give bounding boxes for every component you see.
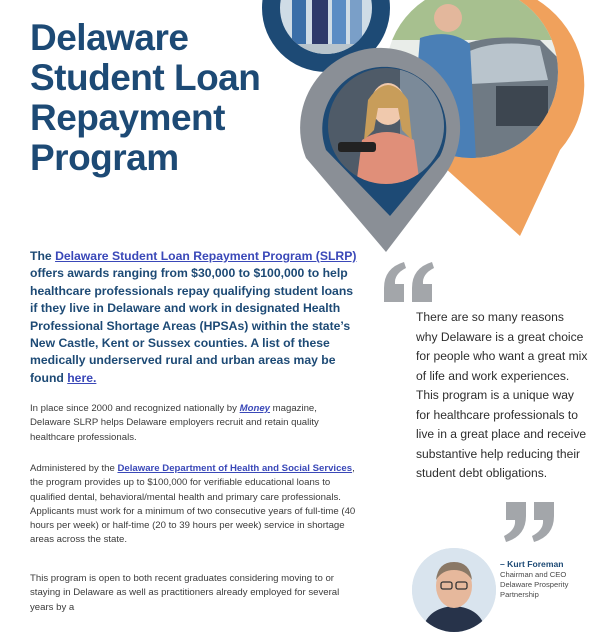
right-double-quote-icon [500, 500, 556, 546]
administration-paragraph [30, 462, 360, 548]
testimonial-quote: There are so many reasons why Delaware is a great choice for people who want a great mix of life and work experiences. This program is a unique way for healthcare professionals to live in a great place and receive substantive help reducing their student debt obligations. [416, 310, 588, 480]
left-double-quote-icon [380, 258, 438, 306]
header-pin-graphics [0, 0, 600, 260]
avatar [412, 548, 496, 632]
history-text-after: magazine, Delaware SLRP helps Delaware employers recruit and retain quality healthcare professionals. [30, 403, 319, 443]
history-paragraph [30, 402, 360, 445]
title-line-4: Program [30, 137, 179, 178]
admin-text-before: Administered by the [30, 463, 118, 474]
title-line-3: Repayment [30, 97, 225, 138]
intro-paragraph [30, 248, 362, 387]
money-magazine-link[interactable]: Money [239, 403, 270, 414]
hpsa-list-here-link[interactable]: here. [67, 370, 97, 385]
attribution-role-3: Partnership [500, 590, 539, 599]
portrait-kurt-foreman [412, 548, 496, 632]
admin-text-after: , the program provides up to $100,000 for verifiable educational loans to qualified dental, behavioral/mental health and primary care professionals. Applicants must work for a minimum of two consecutive years of full-time (40 hours per week) or half-time (20 to 39 hours per week) service in shortage areas across the state. [30, 463, 356, 546]
attribution-role-1: Chairman and CEO [500, 570, 567, 579]
quote-attribution [500, 558, 598, 600]
intro-body: offers awards ranging from $30,000 to $100,000 to help healthcare professionals repay qualifying student loans if they live in Delaware and work in designated Health Professional Shortage Areas (HPSAs) within the state’s New Castle, Kent or Sussex counties. A list of these medically underserved rural and urban areas may be found [30, 266, 354, 385]
slrp-program-link[interactable]: Delaware Student Loan Repayment Program (SLRP) [55, 249, 357, 263]
intro-prefix: The [30, 249, 56, 263]
attribution-role-2: Delaware Prosperity [500, 580, 569, 589]
dhss-link[interactable]: Delaware Department of Health and Social Services [117, 463, 353, 474]
title-line-2: Student Loan [30, 57, 261, 98]
history-text-before: In place since 2000 and recognized nationally by [30, 403, 240, 414]
attribution-name: – Kurt Foreman [500, 559, 564, 569]
title-line-1: Delaware [30, 17, 189, 58]
eligibility-paragraph: This program is open to both recent graduates considering moving to or staying in Delaware as well as practitioners already employed for several years by a [30, 573, 340, 613]
